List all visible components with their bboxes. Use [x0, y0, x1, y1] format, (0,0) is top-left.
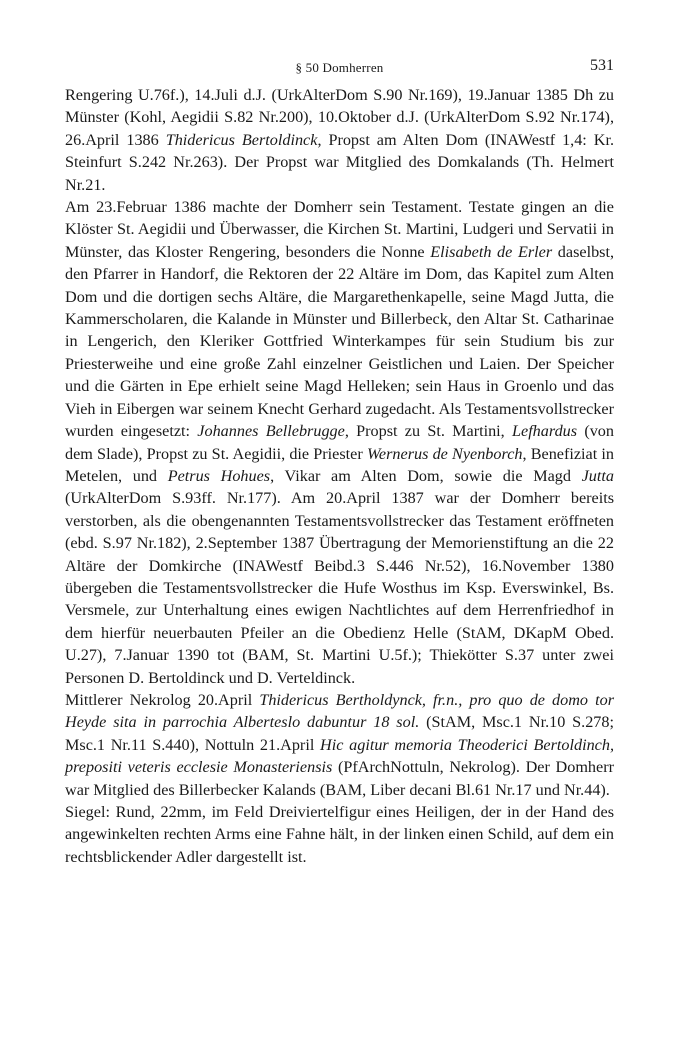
italic-run: Petrus Hohues — [167, 466, 271, 485]
text-run: Mittlerer Nekrolog 20.April — [65, 690, 260, 709]
text-run: (UrkAlterDom S.93ff. Nr.177). Am 20.April 1387 war der Domherr bereits verstorben, als die obengenannten Testamentsvollstrecker das Testament eröffneten (ebd. S.97 Nr.182), 2.September 1387 Übertragung der Memorienstiftung an die 22 Altäre der Domkirche (INAWestf Beibd.3 S.446 Nr.52), 16.November 1380 übergeben die Testamentsvollstrecker die Hufe Wosthus im Ksp. Everswinkel, Bs. Versmele, zur Unterhaltung eines ewigen Nachtlichtes auf dem Herrenfriedhof in dem hierfür neuerbauten Pfeiler an die Obedienz Helle (StAM, DKapM Obed. U.27), 7.Januar 1390 tot (BAM, St. Martini U.5f.); Thiekötter S.37 unter zwei Personen D. Bertoldinck und D. Verteldinck. — [65, 489, 614, 687]
page-number: 531 — [590, 57, 614, 74]
body-text — [65, 84, 614, 868]
section-title: § 50 Domherren — [295, 60, 384, 75]
text-run: (PfArchNottuln, Nekrolog). Der Domherr war Mitglied des Billerbecker Kalands (BAM, Liber decani Bl.61 Nr.17 und Nr.44). — [65, 758, 614, 799]
italic-run: Lefhardus — [512, 422, 578, 441]
paragraph-career — [65, 84, 614, 196]
text-run: Siegel: Rund, 22mm, im Feld Dreiviertelfigur eines Heiligen, der in der Hand des angewinkelten rechten Arms eine Fahne hält, in der linken einen Schild, auf dem ein rechtsblickender Adler dargestellt ist. — [65, 803, 614, 866]
italic-run: Johannes Bellebrugge — [197, 422, 345, 441]
paragraph-testament — [65, 196, 614, 689]
text-run: (von dem Slade), Propst zu St. Aegidii, die Priester — [65, 422, 614, 463]
text-run: daselbst, den Pfarrer in Handorf, die Rektoren der 22 Altäre im Dom, das Kapitel zum Alten Dom und die dortigen sechs Altäre, die Margarethenkapelle, seine Magd Jutta, die Kammerscholaren, die Kalande in Münster und Billerbeck, den Altar St. Catharinae in Lengerich, den Kleriker Gottfried Winterkampes für sein Studium bis zur Priesterweihe und eine große Zahl einzelner Geistlichen und Laien. Der Speicher und die Gärten in Epe erhielt seine Magd Helleken; sein Haus in Groenlo und das Vieh in Eibergen war seinem Knecht Gerhard zugedacht. Als Testamentsvollstrecker wurden eingesetzt: — [65, 242, 615, 441]
running-header — [65, 57, 614, 83]
text-run: (StAM, Msc.1 Nr.10 S.278; Msc.1 Nr.11 S.440), Nottuln 21.April — [65, 713, 614, 754]
text-run: , Propst zu St. Martini, — [344, 422, 512, 441]
text-run: , Propst am Alten Dom (INAWestf 1,4: Kr. Steinfurt S.242 Nr.263). Der Propst war Mitglied des Domkalands (Th. Helmert Nr.21. — [65, 130, 614, 194]
italic-run: Jutta — [581, 466, 614, 485]
italic-run: Hic agitur memoria Theoderici Bertoldinch, prepositi veteris ecclesie Monasteriensis — [65, 735, 614, 777]
text-run: Rengering U.76f.), 14.Juli d.J. (UrkAlterDom S.90 Nr.169), 19.Januar 1385 Dh zu Münster (Kohl, Aegidii S.82 Nr.200), 10.Oktober d.J. (UrkAlterDom S.92 Nr.174), 26.April 1386 — [65, 86, 614, 149]
italic-run: Wernerus de Nyenborch — [366, 444, 523, 463]
text-run: , Vikar am Alten Dom, sowie die Magd — [270, 466, 582, 485]
text-run: Am 23.Februar 1386 machte der Domherr sein Testament. Testate gingen an die Klöster St. Aegidii und Überwasser, die Kirchen St. Martini, Ludgeri und Servatii in Münster, das Kloster Rengering, besonders die Nonne — [65, 198, 614, 261]
paragraph-necrology — [65, 689, 614, 801]
text-run: , Benefiziat in Metelen, und — [65, 444, 615, 485]
paragraph-seal — [65, 801, 614, 868]
italic-run: Thidericus Bertholdynck, fr.n., pro quo de domo tor Heyde sita in parrochia Alberteslo dabuntur 18 sol. — [65, 690, 614, 732]
italic-run: Elisabeth de Erler — [430, 242, 553, 261]
italic-run: Thidericus Bertoldinck — [165, 130, 318, 149]
